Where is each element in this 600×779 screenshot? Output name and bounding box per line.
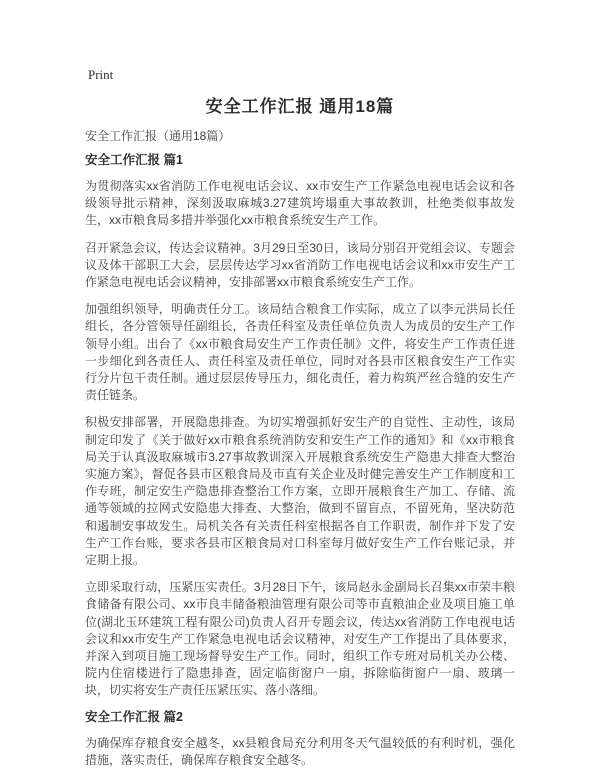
section-heading-1: 安全工作汇报 篇1: [85, 153, 183, 167]
paragraph: 为贯彻落实xx省消防工作电视电话会议、xx市安生产工作紧急电视电话会议和各级领导批示精神，深刻汲取麻城3.27建筑垮塌重大事故教训，杜绝类似事故发生，xx市粮食局多措并举强化xx市粮食系统安生产工作。: [85, 179, 515, 228]
document-title: 安全工作汇报 通用18篇: [205, 97, 395, 116]
print-link[interactable]: Print: [88, 67, 114, 82]
paragraph: 召开紧急会议，传达会议精神。3月29日至30日，该局分别召开党组会议、专题会议及体干部职工大会，层层传达学习xx省消防工作电视电话会议和xx市安生产工作紧急电视电话会议精神，安排部署xx市粮食系统安生产工作。: [85, 240, 515, 290]
paragraph: 立即采取行动，压紧压实责任。3月28日下午，该局赵永金副局长召集xx市荣丰粮食储备有限公司、xx市良丰储备粮油管理有限公司等市直粮油企业及项目施工单位(湖北玉环建筑工程有限公司)负责人召开专题会议，传达xx省消防工作电视电话会议和xx市安生产工作紧急电视电话会议精神，对安生产工作提出了具体要求，并深入到项目施工现场督导安生产工作。同时，组织工作专班对局机关办公楼、院内住宿楼进行了隐患排查，固定临街窗户一扇，拆除临街窗户一扇、玻璃一块，切实将安生产责任压紧压实、落小落细。: [85, 580, 515, 698]
section-heading-2: 安全工作汇报 篇2: [85, 709, 183, 724]
document-content: [85, 97, 515, 779]
document-subtitle: 安全工作汇报（通用18篇）: [85, 129, 231, 143]
paragraph: 积极安排部署，开展隐患排查。为切实增强抓好安生产的自觉性、主动性，该局制定印发了《关于做好xx市粮食系统消防安和安生产工作的通知》和《xx市粮食局关于认真汲取麻城市3.27事故教训深入开展粮食系统安生产隐患大排查大整治实施方案》，督促各县市区粮食局及市直有关企业及时健完善安生产工作制度和工作专班，制定安生产隐患排查整治工作方案，立即开展粮食生产加工、存储、流通等领域的拉网式安隐患大排查、大整治，做到不留盲点，不留死角，坚决防范和遏制安事故发生。局机关各有关责任科室根据各自工作职责，制作并下发了安生产工作台账，要求各县市区粮食局对口科室每月做好安生产工作台账记录，并定期上报。: [85, 415, 515, 568]
paragraph: 为确保库存粮食安全越冬，xx县粮食局充分利用冬天气温较低的有利时机，强化措施，落实责任，确保库存粮食安全越冬。: [85, 735, 515, 767]
paragraph: 加强组织领导，明确责任分工。该局结合粮食工作实际，成立了以李元洪局长任组长，各分管领导任副组长，各责任科室及责任单位负责人为成员的安生产工作领导小组。出台了《xx市粮食局安生产工作责任制》文件，将安生产工作责任进一步细化到各责任人、责任科室及责任单位，同时对各县市区粮食安生产工作实行分片包干责任制。通过层层传导压力，细化责任，着力构筑严丝合缝的安生产责任链条。: [85, 302, 515, 403]
